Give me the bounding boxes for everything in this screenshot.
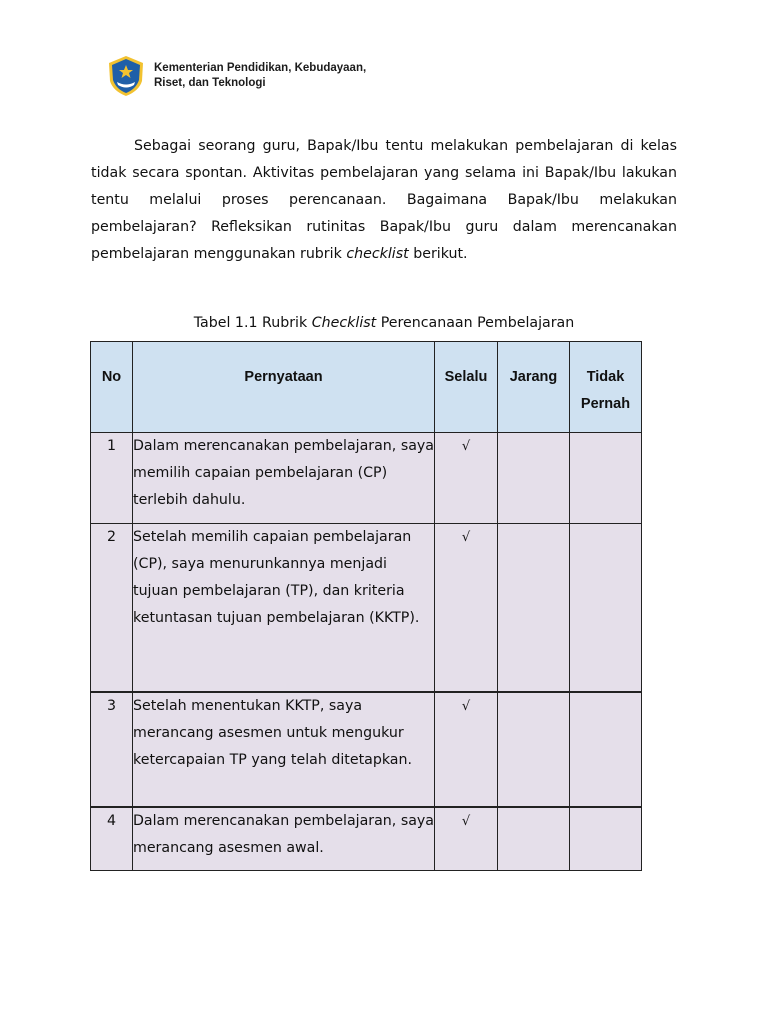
row-statement: Setelah memilih capaian pembelajaran (CP), saya menurunkannya menjadi tujuan pembelajaran (TP), dan kriteria ketuntasan tujuan pembelajaran (KKTP). xyxy=(133,524,435,693)
table-row xyxy=(91,524,642,693)
caption-prefix: Tabel 1.1 Rubrik xyxy=(193,315,312,331)
header-statement: Pernyataan xyxy=(133,342,435,433)
cell-rarely[interactable] xyxy=(498,807,570,871)
table-caption xyxy=(91,313,677,333)
checklist-rubric-table xyxy=(90,341,642,871)
tut-wuri-handayani-logo-icon xyxy=(106,55,146,97)
cell-rarely[interactable] xyxy=(498,692,570,807)
cell-never[interactable] xyxy=(570,433,642,524)
cell-never[interactable] xyxy=(570,692,642,807)
cell-rarely[interactable] xyxy=(498,433,570,524)
row-number: 1 xyxy=(91,433,133,524)
intro-text-end: berikut. xyxy=(408,246,468,262)
header-no: No xyxy=(91,342,133,433)
ministry-line-2: Riset, dan Teknologi xyxy=(154,77,266,89)
table-header-row xyxy=(91,342,642,433)
row-number: 3 xyxy=(91,692,133,807)
intro-text: Sebagai seorang guru, Bapak/Ibu tentu melakukan pembelajaran di kelas tidak secara spontan. Aktivitas pembelajaran yang selama ini Bapak/Ibu lakukan tentu melalui proses perencanaan. Bagaimana Bapak/Ibu melakukan pembelajaran? Refleksikan rutinitas Bapak/Ibu guru dalam merencanakan pembelajaran menggunakan rubrik xyxy=(91,138,677,262)
table-row xyxy=(91,692,642,807)
checkmark-always[interactable]: √ xyxy=(435,433,498,524)
ministry-name xyxy=(154,61,366,91)
checkmark-always[interactable]: √ xyxy=(435,807,498,871)
checkmark-always[interactable]: √ xyxy=(435,692,498,807)
cell-never[interactable] xyxy=(570,524,642,693)
cell-rarely[interactable] xyxy=(498,524,570,693)
document-header xyxy=(106,55,366,97)
caption-suffix: Perencanaan Pembelajaran xyxy=(376,315,575,331)
intro-paragraph xyxy=(91,133,677,268)
row-number: 2 xyxy=(91,524,133,693)
table-row xyxy=(91,807,642,871)
table-row xyxy=(91,433,642,524)
header-always: Selalu xyxy=(435,342,498,433)
intro-emphasis: checklist xyxy=(346,246,409,262)
header-never: Tidak Pernah xyxy=(570,342,642,433)
row-number: 4 xyxy=(91,807,133,871)
ministry-line-1: Kementerian Pendidikan, Kebudayaan, xyxy=(154,62,367,74)
row-statement: Dalam merencanakan pembelajaran, saya memilih capaian pembelajaran (CP) terlebih dahulu. xyxy=(133,433,435,524)
caption-emphasis: Checklist xyxy=(311,315,377,331)
cell-never[interactable] xyxy=(570,807,642,871)
checkmark-always[interactable]: √ xyxy=(435,524,498,693)
row-statement: Dalam merencanakan pembelajaran, saya merancang asesmen awal. xyxy=(133,807,435,871)
header-rarely: Jarang xyxy=(498,342,570,433)
row-statement: Setelah menentukan KKTP, saya merancang asesmen untuk mengukur ketercapaian TP yang telah ditetapkan. xyxy=(133,692,435,807)
